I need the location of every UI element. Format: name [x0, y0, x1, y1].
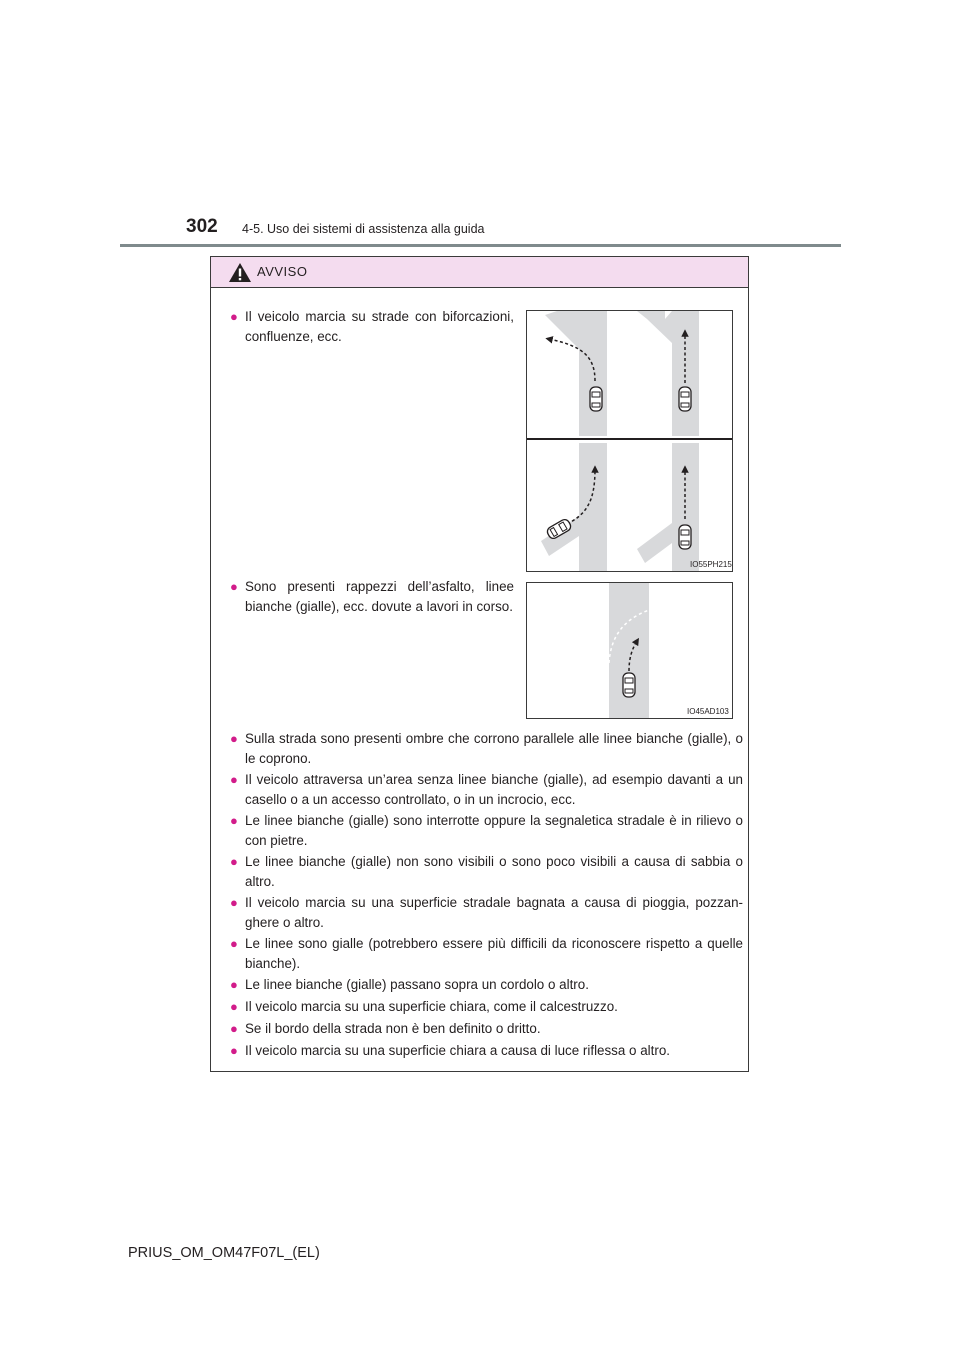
bullet-icon: ●: [230, 936, 238, 951]
warning-item: ● Se il bordo della strada non è ben definito o dritto.: [230, 1019, 743, 1039]
bullet-icon: ●: [230, 813, 238, 828]
road-repairs-illustration: [527, 583, 732, 718]
warning-title: AVVISO: [257, 264, 308, 279]
bullet-icon: ●: [230, 999, 238, 1014]
warning-item: ● Il veicolo marcia su una superficie chiara a causa di luce riflessa o altro.: [230, 1041, 743, 1061]
warning-item: ● Le linee bianche (gialle) non sono visibili o sono poco visibili a causa di sabbia o altro.: [230, 854, 743, 889]
bullet-icon: ●: [230, 579, 238, 594]
bullet-icon: ●: [230, 731, 238, 746]
warning-header: [211, 257, 748, 288]
bullet-icon: ●: [230, 977, 238, 992]
warning-item: ● Il veicolo marcia su strade con biforcazioni, confluenze, ecc.: [230, 309, 514, 344]
warning-item: ● Le linee bianche (gialle) passano sopra un cordolo o altro.: [230, 975, 743, 995]
section-title: 4-5. Uso dei sistemi di assistenza alla guida: [242, 222, 485, 236]
bullet-icon: ●: [230, 1043, 238, 1058]
warning-item: ● Il veicolo marcia su una superficie chiara, come il calcestruzzo.: [230, 997, 743, 1017]
warning-item: ● Il veicolo attraversa un’area senza linee bianche (gialle), ad esempio davanti a un casello o a un accesso controllato, o in un incrocio, ecc.: [230, 772, 743, 807]
warning-triangle-icon: [228, 262, 252, 283]
bullet-icon: ●: [230, 309, 238, 324]
header-divider: [120, 244, 841, 247]
warning-box: [210, 256, 749, 1072]
document-code: PRIUS_OM_OM47F07L_(EL): [128, 1245, 320, 1261]
bullet-icon: ●: [230, 1021, 238, 1036]
warning-item: ● Sulla strada sono presenti ombre che corrono parallele alle linee bianche (gialle), o le coprono.: [230, 731, 743, 766]
figure-road-repairs: [526, 582, 733, 719]
warning-item: ● Le linee bianche (gialle) sono interrotte oppure la segnaletica stradale è in rilievo o con pietre.: [230, 813, 743, 848]
bullet-icon: ●: [230, 772, 238, 787]
warning-item: ● Il veicolo marcia su una superficie stradale bagnata a causa di pioggia, pozzan-ghere o altro.: [230, 895, 743, 930]
bullet-icon: ●: [230, 895, 238, 910]
warning-item: ● Sono presenti rappezzi dell’asfalto, linee bianche (gialle), ecc. dovute a lavori in corso.: [230, 579, 514, 614]
road-forks-illustration: [527, 311, 732, 571]
bullet-icon: ●: [230, 854, 238, 869]
figure-code: IO55PH215: [690, 560, 732, 569]
figure-road-forks: [526, 310, 733, 572]
warning-item: ● Le linee sono gialle (potrebbero essere più difficili da riconoscere rispetto a quelle bianche).: [230, 936, 743, 971]
figure-code: IO45AD103: [687, 707, 729, 716]
page-number: 302: [186, 216, 218, 237]
